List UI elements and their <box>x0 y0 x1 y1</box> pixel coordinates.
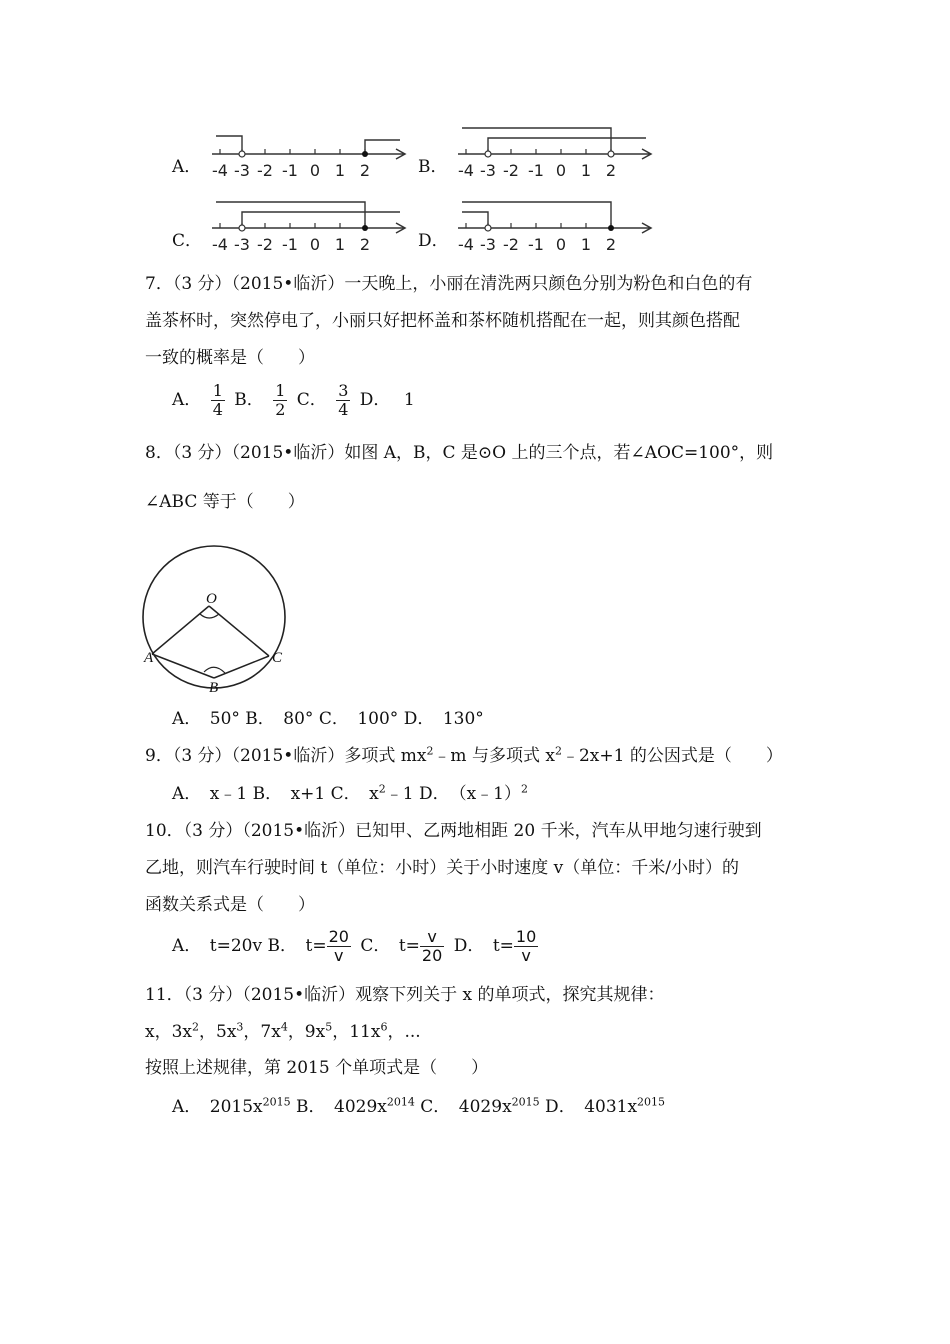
q11-sequence: x，$3x^2$，$5x^3$，$7x^4$，$9x^5$，$11x^6$，... <box>145 1020 421 1042</box>
q10-option-c-fraction: $\frac{v}{20}$ <box>421 927 443 965</box>
q10-option-d-fraction: $\frac{10}{v}$ <box>515 927 537 965</box>
tick-label: -4 <box>212 161 228 180</box>
q8-label-b: B <box>209 680 219 696</box>
q7-stem-line-2: 盖茶杯时，突然停电了，小丽只好把杯盖和茶杯随机搭配在一起，则其颜色搭配 <box>145 311 740 331</box>
q8-label-a: A <box>144 650 154 666</box>
tick-label: -2 <box>257 235 273 254</box>
q6-option-a-label: A． <box>172 157 202 177</box>
tick-label: -4 <box>212 235 228 254</box>
q7-option-b-label: B． <box>234 390 264 410</box>
tick-label: 0 <box>309 161 321 180</box>
q7-option-b-fraction: $\frac{1}{2}$ <box>275 381 286 419</box>
q6-option-d-label: D． <box>418 231 449 251</box>
q8-options: A． 50° B． 80° C． 100° D． 130° <box>172 709 484 729</box>
tick-label: -3 <box>480 161 496 180</box>
q11-stem-line-3: 按照上述规律，第 2015 个单项式是（ ） <box>145 1058 489 1078</box>
q6-option-c-number-line <box>206 194 416 254</box>
q7-option-d-value: 1 <box>403 390 415 410</box>
q9-stem: 9．（3 分）（2015•临沂）多项式 $mx^2﹣m$ 与多项式 $x^2﹣2x+1$ 的公因式是（ ） <box>145 744 783 766</box>
tick-label: -4 <box>458 235 474 254</box>
tick-label: 0 <box>309 235 321 254</box>
q10-stem-line-2: 乙地，则汽车行驶时间 t（单位：小时）关于小时速度 v（单位：千米/小时）的 <box>145 858 739 878</box>
tick-label: -1 <box>282 161 298 180</box>
tick-label: 0 <box>555 161 567 180</box>
q11-stem-line-1: 11．（3 分）（2015•临沂）观察下列关于 x 的单项式，探究其规律： <box>145 985 665 1005</box>
tick-label: -4 <box>458 161 474 180</box>
q10-option-b-fraction: $\frac{20}{v}$ <box>328 927 349 965</box>
q7-option-a-label: A． <box>172 390 202 410</box>
q8-label-o: O <box>206 591 217 607</box>
q6-option-a-number-line <box>206 128 416 180</box>
tick-label: -2 <box>257 161 273 180</box>
tick-label: 1 <box>580 235 592 254</box>
q7-stem-line-3: 一致的概率是（ ） <box>145 348 315 368</box>
tick-label: -2 <box>503 235 519 254</box>
q6-option-b-label: B． <box>418 157 448 177</box>
tick-label: 1 <box>580 161 592 180</box>
tick-label: -1 <box>282 235 298 254</box>
tick-label: -3 <box>234 161 250 180</box>
q10-options: A． t=20v B． t= $\frac{20}{v}$ C． t= $\frac{v}{20}$ D． t= $\frac{10}{v}$ <box>172 927 537 965</box>
q7-options <box>172 380 415 420</box>
q9-options: A． x﹣1 B． x+1 C． $x^2﹣1$ D． （x﹣1）$^2$ <box>172 782 528 804</box>
tick-label: -2 <box>503 161 519 180</box>
q10-stem-line-3: 函数关系式是（ ） <box>145 895 315 915</box>
tick-label: -1 <box>528 235 544 254</box>
q8-stem-line-1: 8．（3 分）（2015•临沂）如图 A，B，C 是⊙O 上的三个点，若∠AOC=100°，则 <box>145 443 774 463</box>
q8-stem-line-2: ∠ABC 等于（ ） <box>145 492 305 512</box>
tick-label: 0 <box>555 235 567 254</box>
tick-label: 1 <box>334 235 346 254</box>
q8-circle-figure <box>136 540 306 704</box>
tick-label: -1 <box>528 161 544 180</box>
q6-option-d-number-line <box>452 194 662 254</box>
q7-option-c-fraction: $\frac{3}{4}$ <box>338 381 349 419</box>
tick-label: 2 <box>605 161 617 180</box>
q10-stem-line-1: 10．（3 分）（2015•临沂）已知甲、乙两地相距 20 千米，汽车从甲地匀速行驶到 <box>145 821 762 841</box>
tick-label: -3 <box>234 235 250 254</box>
q7-option-a-fraction: $\frac{1}{4}$ <box>212 381 223 419</box>
q7-option-d-label: D． <box>359 390 391 410</box>
tick-label: 2 <box>605 235 617 254</box>
tick-label: 1 <box>334 161 346 180</box>
tick-label: -3 <box>480 235 496 254</box>
q6-option-b-number-line <box>452 120 662 180</box>
q8-label-c: C <box>272 650 283 666</box>
q7-stem-line-1: 7．（3 分）（2015•临沂）一天晚上，小丽在清洗两只颜色分别为粉色和白色的有 <box>145 274 753 294</box>
tick-label: 2 <box>359 235 371 254</box>
tick-label: 2 <box>359 161 371 180</box>
q11-options: A． $2015x^{2015}$ B． $4029x^{2014}$ C． $4029x^{2015}$ D． $4031x^{2015}$ <box>172 1095 666 1117</box>
q7-option-c-label: C． <box>296 390 327 410</box>
q6-option-c-label: C． <box>172 231 203 251</box>
